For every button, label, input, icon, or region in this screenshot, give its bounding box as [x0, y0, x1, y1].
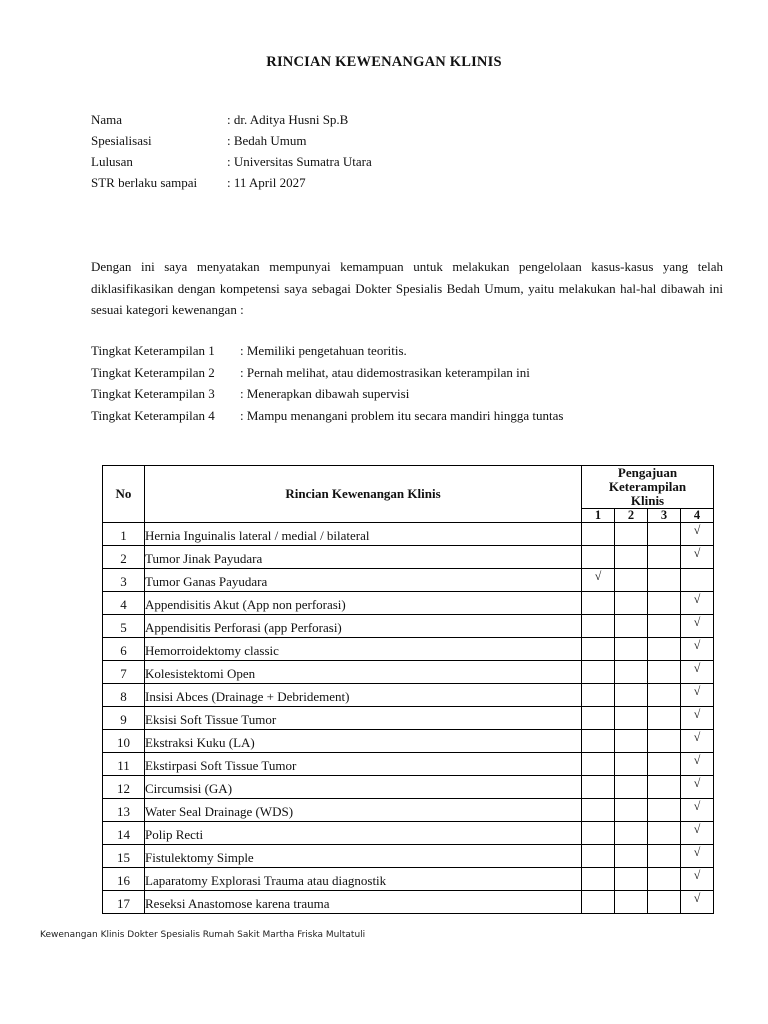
level-2-cell — [615, 799, 648, 822]
info-value: : Universitas Sumatra Utara — [227, 154, 372, 169]
level-2-cell — [615, 615, 648, 638]
level-3-cell — [648, 822, 681, 845]
level-2-cell — [615, 845, 648, 868]
level-1-cell — [582, 546, 615, 569]
level-1-cell — [582, 684, 615, 707]
info-label: STR berlaku sampai — [91, 175, 198, 190]
table-header-row — [103, 466, 714, 509]
table-row — [103, 891, 714, 914]
row-number: 11 — [103, 753, 145, 776]
level-3-cell — [648, 546, 681, 569]
level-2-cell — [615, 523, 648, 546]
level-3-cell — [648, 684, 681, 707]
check-mark: √ — [693, 707, 701, 721]
level-1-cell — [582, 776, 615, 799]
row-privilege-name: Water Seal Drainage (WDS) — [145, 799, 582, 822]
level-label: Tingkat Keterampilan 3 — [91, 386, 215, 401]
check-mark: √ — [693, 730, 701, 744]
info-row-specialization — [91, 130, 372, 151]
check-mark: √ — [693, 822, 701, 836]
row-privilege-name: Ekstraksi Kuku (LA) — [145, 730, 582, 753]
check-mark: √ — [693, 684, 701, 698]
level-1-cell — [582, 569, 615, 592]
row-privilege-name: Fistulektomy Simple — [145, 845, 582, 868]
row-number: 8 — [103, 684, 145, 707]
info-row-graduate — [91, 151, 372, 172]
level-4-cell — [681, 569, 714, 592]
info-value: : Bedah Umum — [227, 133, 307, 148]
level-4-cell — [681, 822, 714, 845]
row-number: 17 — [103, 891, 145, 914]
clinical-privileges-table — [102, 465, 714, 914]
check-mark: √ — [693, 638, 701, 652]
level-label: Tingkat Keterampilan 1 — [91, 343, 215, 358]
column-header-pengajuan — [582, 466, 714, 509]
level-2-cell — [615, 776, 648, 799]
level-3-cell — [648, 776, 681, 799]
level-1-cell — [582, 661, 615, 684]
level-2-cell — [615, 592, 648, 615]
info-label: Lulusan — [91, 154, 133, 169]
table-row — [103, 615, 714, 638]
level-3-cell — [648, 638, 681, 661]
check-mark: √ — [693, 546, 701, 560]
row-number: 6 — [103, 638, 145, 661]
row-privilege-name: Appendisitis Perforasi (app Perforasi) — [145, 615, 582, 638]
level-1-cell — [582, 845, 615, 868]
level-4-cell — [681, 638, 714, 661]
table-row — [103, 822, 714, 845]
row-number: 2 — [103, 546, 145, 569]
level-3-cell — [648, 868, 681, 891]
level-desc: : Mampu menangani problem itu secara mandiri hingga tuntas — [240, 407, 564, 423]
table-row — [103, 753, 714, 776]
skill-level-3 — [91, 383, 563, 405]
level-header-3: 3 — [648, 509, 681, 523]
info-label: Nama — [91, 112, 123, 127]
document-title: RINCIAN KEWENANGAN KLINIS — [266, 54, 502, 70]
level-2-cell — [615, 822, 648, 845]
row-privilege-name: Laparatomy Explorasi Trauma atau diagnostik — [145, 868, 582, 891]
level-3-cell — [648, 845, 681, 868]
level-2-cell — [615, 707, 648, 730]
row-number: 12 — [103, 776, 145, 799]
row-number: 3 — [103, 569, 145, 592]
level-1-cell — [582, 822, 615, 845]
level-2-cell — [615, 730, 648, 753]
check-mark: √ — [693, 661, 701, 675]
level-header-4: 4 — [681, 509, 714, 523]
table-row — [103, 546, 714, 569]
check-mark: √ — [693, 799, 701, 813]
row-number: 13 — [103, 799, 145, 822]
table-row — [103, 868, 714, 891]
check-mark: √ — [693, 523, 701, 537]
level-4-cell — [681, 730, 714, 753]
level-desc: : Pernah melihat, atau didemostrasikan keterampilan ini — [240, 364, 530, 380]
level-3-cell — [648, 891, 681, 914]
level-1-cell — [582, 868, 615, 891]
info-row-name — [91, 109, 372, 130]
table-row — [103, 638, 714, 661]
row-number: 9 — [103, 707, 145, 730]
level-desc: : Memiliki pengetahuan teoritis. — [240, 343, 407, 358]
check-mark: √ — [693, 592, 701, 606]
row-number: 5 — [103, 615, 145, 638]
row-privilege-name: Hemorroidektomy classic — [145, 638, 582, 661]
table-row — [103, 707, 714, 730]
info-row-str-validity — [91, 172, 372, 193]
level-3-cell — [648, 592, 681, 615]
level-4-cell — [681, 776, 714, 799]
doctor-info — [91, 109, 372, 193]
level-4-cell — [681, 592, 714, 615]
level-2-cell — [615, 684, 648, 707]
statement-paragraph: Dengan ini saya menyatakan mempunyai kemampuan untuk melakukan pengelolaan kasus-kasus yang telah diklasifikasikan dengan kompetensi saya sebagai Dokter Spesialis Bedah Umum, yaitu melakukan hal-hal dibawah ini sesuai kategori kewenangan : — [91, 259, 723, 317]
column-header-name: Rincian Kewenangan Klinis — [145, 466, 582, 523]
skill-level-4 — [91, 405, 563, 427]
row-number: 1 — [103, 523, 145, 546]
level-header-1: 1 — [582, 509, 615, 523]
check-mark: √ — [693, 845, 701, 859]
check-mark: √ — [693, 753, 701, 767]
table-row — [103, 592, 714, 615]
skill-levels — [91, 340, 563, 426]
pengajuan-line: Klinis — [630, 493, 665, 508]
level-1-cell — [582, 638, 615, 661]
level-label: Tingkat Keterampilan 2 — [91, 364, 215, 380]
level-4-cell — [681, 615, 714, 638]
level-1-cell — [582, 592, 615, 615]
level-2-cell — [615, 753, 648, 776]
row-privilege-name: Ekstirpasi Soft Tissue Tumor — [145, 753, 582, 776]
level-2-cell — [615, 661, 648, 684]
level-4-cell — [681, 868, 714, 891]
level-desc: : Menerapkan dibawah supervisi — [240, 386, 410, 401]
row-number: 7 — [103, 661, 145, 684]
row-privilege-name: Polip Recti — [145, 822, 582, 845]
skill-level-2 — [91, 362, 563, 384]
column-header-no: No — [103, 466, 145, 523]
level-3-cell — [648, 615, 681, 638]
row-privilege-name: Insisi Abces (Drainage + Debridement) — [145, 684, 582, 707]
level-1-cell — [582, 730, 615, 753]
row-number: 14 — [103, 822, 145, 845]
info-value: : dr. Aditya Husni Sp.B — [227, 112, 349, 127]
row-number: 15 — [103, 845, 145, 868]
level-header-2: 2 — [615, 509, 648, 523]
table-row — [103, 799, 714, 822]
level-4-cell — [681, 707, 714, 730]
row-privilege-name: Kolesistektomi Open — [145, 661, 582, 684]
level-3-cell — [648, 523, 681, 546]
check-mark: √ — [693, 615, 701, 629]
level-1-cell — [582, 891, 615, 914]
level-4-cell — [681, 684, 714, 707]
row-privilege-name: Hernia Inguinalis lateral / medial / bilateral — [145, 523, 582, 546]
row-privilege-name: Circumsisi (GA) — [145, 776, 582, 799]
level-3-cell — [648, 569, 681, 592]
check-mark: √ — [594, 569, 602, 583]
info-label: Spesialisasi — [91, 133, 152, 148]
table-row — [103, 730, 714, 753]
level-1-cell — [582, 707, 615, 730]
level-4-cell — [681, 799, 714, 822]
table-row — [103, 684, 714, 707]
row-privilege-name: Reseksi Anastomose karena trauma — [145, 891, 582, 914]
level-2-cell — [615, 638, 648, 661]
table-row — [103, 776, 714, 799]
table-body — [103, 523, 714, 914]
level-2-cell — [615, 546, 648, 569]
info-value: : 11 April 2027 — [227, 175, 306, 190]
level-1-cell — [582, 753, 615, 776]
pengajuan-line: Keterampilan — [608, 479, 687, 494]
level-2-cell — [615, 868, 648, 891]
level-3-cell — [648, 753, 681, 776]
level-4-cell — [681, 546, 714, 569]
level-4-cell — [681, 891, 714, 914]
row-number: 10 — [103, 730, 145, 753]
page-footer: Kewenangan Klinis Dokter Spesialis Rumah Sakit Martha Friska Multatuli — [40, 930, 366, 940]
pengajuan-line: Pengajuan — [617, 465, 678, 480]
skill-level-1 — [91, 340, 563, 362]
level-4-cell — [681, 661, 714, 684]
row-privilege-name: Appendisitis Akut (App non perforasi) — [145, 592, 582, 615]
level-4-cell — [681, 523, 714, 546]
level-3-cell — [648, 799, 681, 822]
row-privilege-name: Tumor Ganas Payudara — [145, 569, 582, 592]
row-privilege-name: Tumor Jinak Payudara — [145, 546, 582, 569]
level-1-cell — [582, 799, 615, 822]
level-3-cell — [648, 707, 681, 730]
level-3-cell — [648, 661, 681, 684]
check-mark: √ — [693, 868, 701, 882]
table-row — [103, 845, 714, 868]
check-mark: √ — [693, 891, 701, 905]
table-row — [103, 661, 714, 684]
level-2-cell — [615, 569, 648, 592]
level-3-cell — [648, 730, 681, 753]
level-4-cell — [681, 845, 714, 868]
level-1-cell — [582, 523, 615, 546]
level-1-cell — [582, 615, 615, 638]
level-label: Tingkat Keterampilan 4 — [91, 407, 215, 423]
table-row — [103, 523, 714, 546]
table-row — [103, 569, 714, 592]
check-mark: √ — [693, 776, 701, 790]
row-number: 4 — [103, 592, 145, 615]
row-privilege-name: Eksisi Soft Tissue Tumor — [145, 707, 582, 730]
level-2-cell — [615, 891, 648, 914]
row-number: 16 — [103, 868, 145, 891]
level-4-cell — [681, 753, 714, 776]
